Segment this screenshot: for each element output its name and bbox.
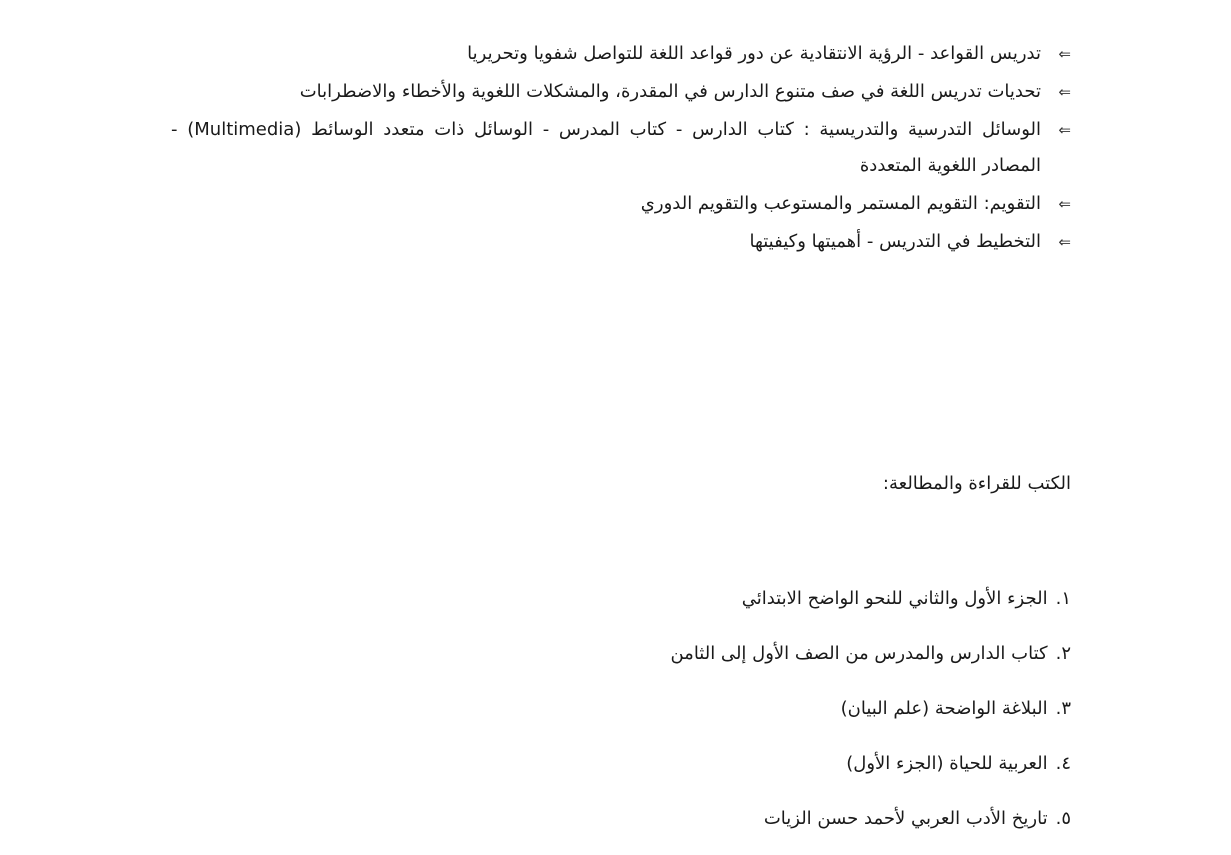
arrow-bullet-icon: ⇐ [1058,45,1071,63]
bullet-text: تحديات تدريس اللغة في صف متنوع الدارس في المقدرة، والمشكلات اللغوية والأخطاء والاضطرابات [299,81,1041,102]
book-title: العربية للحياة (الجزء الأول) [846,753,1048,774]
book-item-5 [371,800,1071,838]
book-title: البلاغة الواضحة (علم البيان) [840,698,1048,719]
list-number: ٣. [1055,698,1071,719]
arrow-bullet-icon: ⇐ [1058,233,1071,251]
book-title: كتاب الدارس والمدرس من الصف الأول إلى الثامن [670,643,1048,664]
bullet-item-assessment [171,186,1071,222]
bullet-item-planning [171,224,1071,260]
bullet-text: تدريس القواعد - الرؤية الانتقادية عن دور قواعد اللغة للتواصل شفويا وتحريريا [467,43,1041,64]
arrow-bullet-icon: ⇐ [1058,195,1071,213]
bullet-item-grammar-teaching [171,36,1071,72]
list-number: ٤. [1055,753,1071,774]
list-number: ١. [1055,588,1071,609]
book-item-2 [371,635,1071,673]
book-item-3 [371,690,1071,728]
book-item-4 [371,745,1071,783]
arrow-bullet-icon: ⇐ [1058,121,1071,139]
arrow-bullet-icon: ⇐ [1058,83,1071,101]
bullet-item-teaching-challenges [171,74,1071,110]
books-heading: الكتب للقراءة والمطالعة: [882,473,1071,494]
bullet-text: الوسائل التدرسية والتدريسية : كتاب الدارس - كتاب المدرس - الوسائل ذات متعدد الوسائط (Multimedia) - المصادر اللغوية المتعددة [171,119,1041,176]
bullet-text: التخطيط في التدريس - أهميتها وكيفيتها [749,231,1041,252]
book-title: تاريخ الأدب العربي لأحمد حسن الزيات [763,808,1048,829]
bullet-text: التقويم: التقويم المستمر والمستوعب والتقويم الدوري [640,193,1041,214]
book-title: الجزء الأول والثاني للنحو الواضح الابتدائي [741,588,1048,609]
list-number: ٢. [1055,643,1071,664]
books-list [371,580,1071,855]
book-item-1 [371,580,1071,618]
topics-bullet-list [171,36,1071,262]
bullet-item-teaching-aids [171,112,1071,184]
list-number: ٥. [1055,808,1071,829]
